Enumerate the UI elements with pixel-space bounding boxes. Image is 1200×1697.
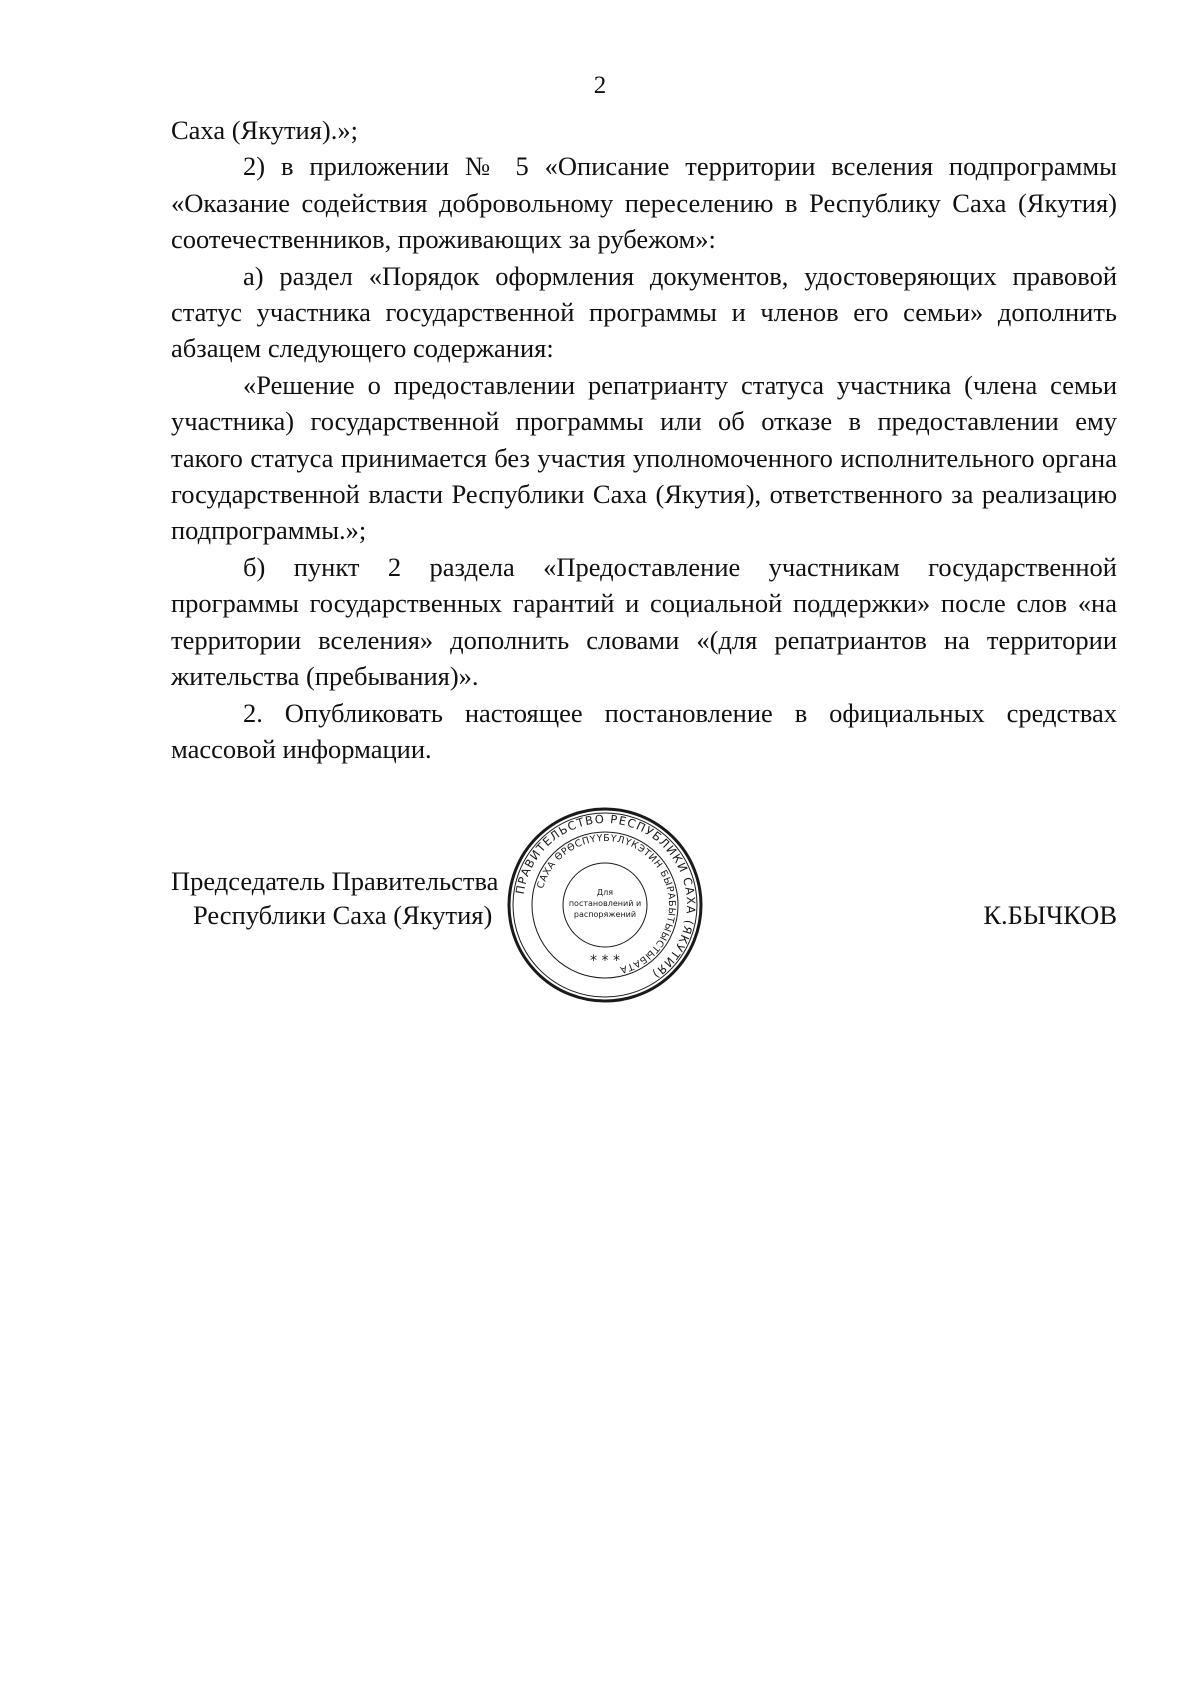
signatory-title xyxy=(171,864,498,932)
signatory-title-line2: Республики Саха (Якутия) xyxy=(193,900,493,930)
paragraph-item-a: а) раздел «Порядок оформления документов, удостоверяющих правовой статус участника государственной программы и членов его семьи» дополнить абзацем следующего содержания: xyxy=(171,260,1117,364)
paragraph-quote: «Решение о предоставлении репатрианту статуса участника (члена семьи участника) государственной программы или об отказе в предоставлении ему такого статуса принимается без участия уполномоченного исполнительного органа государственной власти Республики Саха (Якутия), ответственного за реализацию подпрограммы.»; xyxy=(171,369,1117,546)
stamp-stars: * * * xyxy=(590,953,620,969)
paragraph-item-b: б) пункт 2 раздела «Предоставление участникам государственной программы государственных гарантий и социальной поддержки» после слов «на территории вселения» дополнить словами «(для репатриантов на территории жительства (пребывания)». xyxy=(171,551,1117,692)
page-number: 2 xyxy=(593,72,607,99)
paragraph-item-2: 2) в приложении № 5 «Описание территории вселения подпрограммы «Оказание содействия добровольному переселению в Республику Саха (Якутия) соотечественников, проживающих за рубежом»: xyxy=(171,151,1117,255)
stamp-center-line2: постановлений и xyxy=(568,899,642,908)
signatory-name: К.БЫЧКОВ xyxy=(983,900,1117,930)
stamp-center-line3: распоряжений xyxy=(573,910,637,919)
signatory-title-line1: Председатель Правительства xyxy=(171,866,499,896)
paragraph-continuation: Саха (Якутия).»; xyxy=(171,115,358,145)
stamp-outer-text: ПРАВИТЕЛЬСТВО РЕСПУБЛИКИ САХА (ЯКУТИЯ) xyxy=(512,811,699,982)
stamp-center-line1: Для xyxy=(596,888,614,897)
stamp-inner-text: САХА ӨРӨСПҮҮБҮЛҮКЭТИН БЫРАБЫТЫЫСТЫБАТА xyxy=(535,832,678,976)
document-body xyxy=(171,112,1117,767)
paragraph-publish: 2. Опубликовать настоящее постановление в официальных средствах массовой информации. xyxy=(171,697,1117,764)
official-stamp xyxy=(505,805,705,1005)
